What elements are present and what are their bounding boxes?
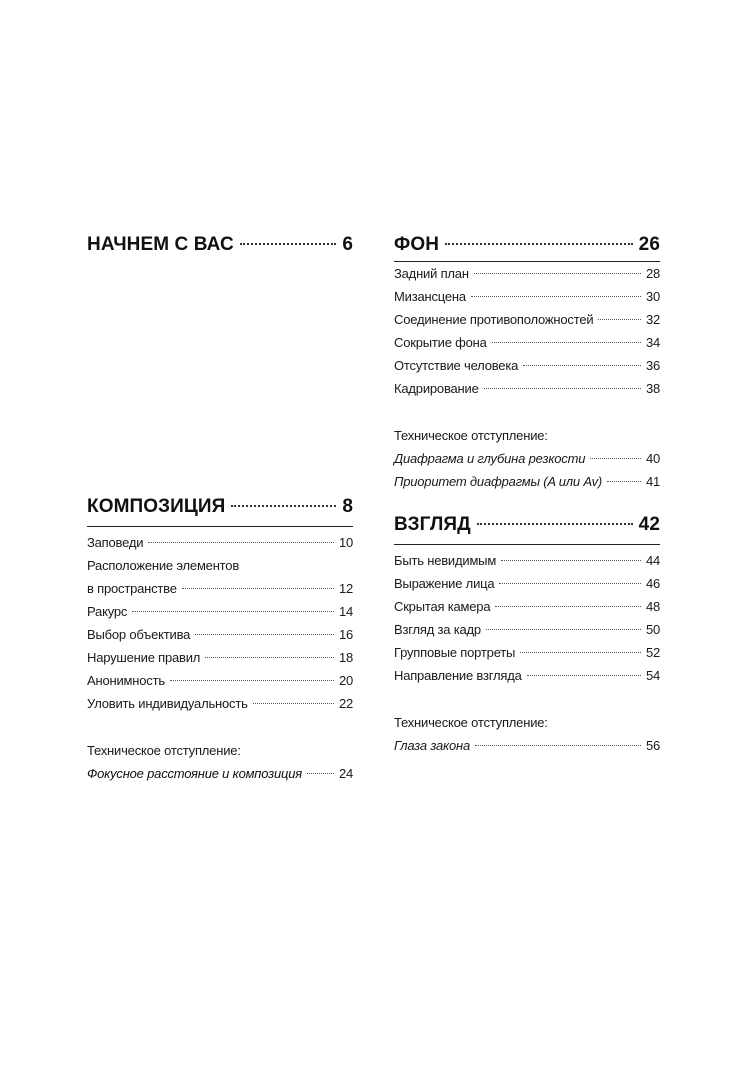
- toc-entry[interactable]: [394, 618, 660, 641]
- dot-leader: [477, 523, 633, 525]
- section-composition: [87, 496, 353, 785]
- toc-entry[interactable]: [87, 646, 353, 669]
- toc-entry-tech[interactable]: [87, 762, 353, 785]
- entry-label: Выражение лица: [394, 576, 495, 591]
- entry-page-number: 30: [645, 289, 660, 304]
- toc-entry[interactable]: [394, 664, 660, 687]
- dot-leader: [148, 542, 334, 543]
- entry-label: Направление взгляда: [394, 668, 522, 683]
- heading-title: КОМПОЗИЦИЯ: [87, 496, 226, 517]
- entry-label: Соединение противоположностей: [394, 312, 594, 327]
- entry-page-number: 20: [338, 673, 353, 688]
- toc-entry[interactable]: [394, 572, 660, 595]
- entry-label: Фокусное расстояние и композиция: [87, 766, 303, 781]
- toc-entry[interactable]: [394, 354, 660, 377]
- entry-page-number: 32: [645, 312, 660, 327]
- toc-entry[interactable]: [394, 331, 660, 354]
- heading-page-number: 42: [638, 514, 660, 535]
- dot-leader: [607, 481, 641, 482]
- dot-leader: [495, 606, 641, 607]
- dot-leader: [240, 243, 337, 245]
- entry-label: Сокрытие фона: [394, 335, 487, 350]
- toc-entry[interactable]: [394, 308, 660, 331]
- dot-leader: [445, 243, 633, 245]
- entry-page-number: 36: [645, 358, 660, 373]
- entry-page-number: 44: [645, 553, 660, 568]
- dot-leader: [253, 703, 334, 704]
- entry-label-line1: Расположение элементов: [87, 558, 240, 573]
- toc-entry-tech[interactable]: [394, 470, 660, 493]
- entry-page-number: 48: [645, 599, 660, 614]
- entry-page-number: 22: [338, 696, 353, 711]
- entry-label: Анонимность: [87, 673, 165, 688]
- heading-title: НАЧНЕМ С ВАС: [87, 234, 234, 255]
- entry-page-number: 16: [338, 627, 353, 642]
- dot-leader: [523, 365, 641, 366]
- section-gaze: [394, 514, 660, 757]
- toc-entry[interactable]: [87, 600, 353, 623]
- entry-label: Взгляд за кадр: [394, 622, 481, 637]
- entry-label: Кадрирование: [394, 381, 479, 396]
- entry-label: Задний план: [394, 266, 469, 281]
- dot-leader: [501, 560, 641, 561]
- toc-entry[interactable]: [394, 641, 660, 664]
- toc-entry[interactable]: [87, 669, 353, 692]
- section-intro: [87, 234, 353, 256]
- entry-page-number: 38: [645, 381, 660, 396]
- dot-leader: [170, 680, 334, 681]
- dot-leader: [486, 629, 641, 630]
- heading-page-number: 26: [638, 234, 660, 255]
- entry-page-number: 14: [338, 604, 353, 619]
- heading-title: ВЗГЛЯД: [394, 514, 471, 535]
- dot-leader: [492, 342, 641, 343]
- toc-entry-tech[interactable]: [394, 734, 660, 757]
- entry-page-number: 52: [645, 645, 660, 660]
- entry-label: Нарушение правил: [87, 650, 201, 665]
- entry-label: Приоритет диафрагмы (A или Av): [394, 474, 603, 489]
- dot-leader: [475, 745, 641, 746]
- entry-label: Мизансцена: [394, 289, 466, 304]
- entry-page-number: 24: [338, 766, 353, 781]
- toc-heading-gaze[interactable]: [394, 514, 660, 536]
- dot-leader: [195, 634, 334, 635]
- tech-digression-label: Техническое отступление:: [394, 428, 548, 443]
- entry-page-number: 12: [338, 581, 353, 596]
- dot-leader: [590, 458, 641, 459]
- dot-leader: [471, 296, 641, 297]
- toc-entry[interactable]: [87, 531, 353, 554]
- toc-entry[interactable]: [394, 549, 660, 572]
- section-divider: [394, 544, 660, 545]
- entry-page-number: 50: [645, 622, 660, 637]
- toc-entry-tech[interactable]: [394, 447, 660, 470]
- section-background: [394, 234, 660, 493]
- entry-label: Быть невидимым: [394, 553, 497, 568]
- heading-title: ФОН: [394, 234, 440, 255]
- entry-page-number: 54: [645, 668, 660, 683]
- entry-label: Скрытая камера: [394, 599, 491, 614]
- dot-leader: [520, 652, 641, 653]
- toc-entry[interactable]: [394, 285, 660, 308]
- toc-heading-background[interactable]: [394, 234, 660, 256]
- heading-page-number: 6: [342, 234, 353, 255]
- toc-heading-composition[interactable]: [87, 496, 353, 518]
- dot-leader: [598, 319, 641, 320]
- toc-entry[interactable]: [87, 623, 353, 646]
- entry-label: Диафрагма и глубина резкости: [394, 451, 586, 466]
- entry-label: Ракурс: [87, 604, 128, 619]
- dot-leader: [182, 588, 334, 589]
- entry-label: Уловить индивидуальность: [87, 696, 248, 711]
- dot-leader: [132, 611, 334, 612]
- toc-heading-intro[interactable]: [87, 234, 353, 256]
- section-divider: [87, 526, 353, 527]
- entry-label: Групповые портреты: [394, 645, 516, 660]
- entry-label: Заповеди: [87, 535, 144, 550]
- tech-digression-label: Техническое отступление:: [87, 743, 241, 758]
- entry-label: Отсутствие человека: [394, 358, 519, 373]
- dot-leader: [484, 388, 641, 389]
- entry-page-number: 40: [645, 451, 660, 466]
- entry-page-number: 34: [645, 335, 660, 350]
- heading-page-number: 8: [342, 496, 353, 517]
- entry-page-number: 28: [645, 266, 660, 281]
- toc-entry[interactable]: [394, 377, 660, 400]
- dot-leader: [205, 657, 334, 658]
- tech-digression-label: Техническое отступление:: [394, 715, 548, 730]
- toc-entry[interactable]: [87, 692, 353, 715]
- toc-entry[interactable]: [394, 262, 660, 285]
- entry-page-number: 56: [645, 738, 660, 753]
- entry-page-number: 18: [338, 650, 353, 665]
- dot-leader: [474, 273, 641, 274]
- entry-page-number: 41: [645, 474, 660, 489]
- entry-label-line2: в пространстве: [87, 581, 177, 596]
- toc-entry[interactable]: [394, 595, 660, 618]
- entry-label: Глаза закона: [394, 738, 470, 753]
- entry-label: Выбор объектива: [87, 627, 191, 642]
- dot-leader: [527, 675, 641, 676]
- entry-page-number: 10: [338, 535, 353, 550]
- toc-entry[interactable]: [87, 554, 353, 600]
- entry-page-number: 46: [645, 576, 660, 591]
- dot-leader: [231, 505, 336, 507]
- dot-leader: [499, 583, 641, 584]
- dot-leader: [307, 773, 334, 774]
